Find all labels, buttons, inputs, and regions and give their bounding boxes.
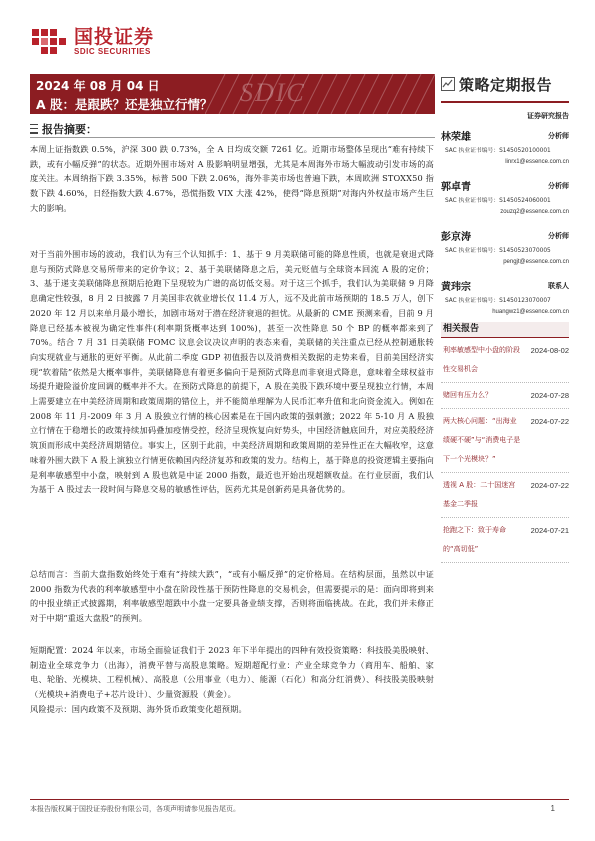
related-report-title[interactable]: 利率敏感型中小盘的阶段性交易机会 [443,346,520,373]
brand-name-cn: 国投证券 [74,26,155,48]
related-report-item[interactable] [441,473,569,518]
related-report-date: 2024-08-02 [530,346,569,355]
analyst-email[interactable]: linrx1@essence.com.cn [505,159,569,165]
analyst-name: 郭卓青 [441,182,471,193]
analyst-card [441,128,569,178]
analyst-cert: SAC 执业证书编号：S1450523070005 [445,248,551,254]
summary-heading-label: 报告摘要： [42,122,97,136]
related-report-title[interactable]: 两大核心问题：“出海业绩硬不硬”与“消费电子是下一个光模块？” [443,417,521,463]
research-label: 证券研究报告 [527,112,569,120]
related-report-title[interactable]: 透视 A 股：二十国迷宫基金二季报 [443,481,516,508]
related-report-date: 2024-07-21 [530,526,569,535]
analyst-name: 林荣雄 [441,132,471,143]
analyst-card [441,228,569,278]
page-number: 1 [550,804,555,813]
chart-icon [441,77,455,91]
logo-icon [30,25,68,59]
analyst-card [441,178,569,228]
footer-disclaimer: 本报告版权属于国投证券股份有限公司，各项声明请参见报告尾页。 [30,805,240,813]
summary-heading [30,120,435,138]
list-icon [30,124,38,134]
report-title: A 股：是跟跌？还是独立行情？ [36,97,213,112]
related-report-item[interactable] [441,409,569,473]
analyst-email[interactable]: pengjt@essence.com.cn [503,259,569,265]
analyst-cert: SAC 执业证书编号：S1450524060001 [445,198,551,204]
analyst-role: 联系人 [548,282,569,290]
related-report-title[interactable]: 赌回有压力么？ [443,391,492,399]
analyst-role: 分析师 [548,232,569,240]
related-reports [441,322,569,563]
related-report-date: 2024-07-22 [530,481,569,490]
summary-paragraph: 对于当前外围市场的波动，我们认为有三个认知抓手：1、基于 9 月美联储可能的降息性质，也就是衰退式降息与预防式降息交易所带来的定价争议；2、基于美联储降息之后，美元贬值与全球资本回流 A 股的定价；3、基于递支美联储降息预期后抢跑下呈现较为广谱的高切低交易。对于这三个抓手，我们认为美联储 9 月降息确定性较强，8 月 2 日披露 7 月美国非农就业增长仅 11.4 万人，远不及此前市场预期的 18.5 万人，创下 2020 年 12 月以来单月最小增长，加剧市场对于潜在经济衰退的担忧。从最新的 CME 预测来看，目前 9 月降息已经基本被视为确定性事件(利率期货概率达到 100%)，甚至一次性降息 50 个 BP 的概率都来到了 70%。结合 7 月 31 日美联储 FOMC 议息会议决议声明的表态来看，美联储的关注重点已经从控制通胀转向实现就业与通胀的更好平衡。从此前二季度 GDP 初值报告以及消费相关数据的走势来看，目前美国经济实现“软着陆”依然是大概率事件，美联储降息有着更多偏向于是预防式降息而非衰退式降息，意味着全球权益市场提升避险溢价度回调的概率并不大。在预防式降息的前提下，A 股在美股下跌环境中要呈现独立行情，本周上需要建立在中美经济周期和政策周期的错位上，并不能简单理解为人民币汇率升值和北向资金流入。例如在 2008 年 11 月-2009 年 3 月 A 股独立行情的核心因素是在于国内政策的强刺激；2022 年 5-10 月 A 股独立行情在于稳增长的政策持续加码叠加疫情受控，经济呈现恢复向好势头，中国经济触底回升，对应美股经济筑顶而形成中美经济周期错位。事实上，区别于此前，中美经济周期和政策周期的差异性正在大幅收窄，这意味着外围大跌下 A 股上演独立行情更依赖国内经济复苏和政策的发力。结构上，基于降息的投资逻辑主要指向是利率敏感型中小盘，映射到 A 股也就是中证 2000 指数，最近也开始出现超额收益。在行业层面，我们认为基于 A 股过去一段时间与降息交易的敏感性评估，医药尤其是创新药是具备优势的。 [30,249,434,495]
analyst-role: 分析师 [548,182,569,190]
footer-divider [30,799,569,800]
analyst-name: 彭京涛 [441,232,471,243]
related-report-title[interactable]: 抢跑之下：致于寿命的“高切低” [443,526,506,553]
title-banner [30,74,435,114]
report-date: 2024 年 08 月 04 日 [36,79,160,93]
header-divider [441,101,569,103]
analyst-role: 分析师 [548,132,569,140]
summary-paragraph: 总结而言：当前大盘指数始终处于难有“持续大跌”，“或有小幅反弹”的定价格局。在结构层面，虽然以中证 2000 指数为代表的利率敏感型中小盘在阶段性基于预防性降息的交易机会，但需要提示的是：面向即将到来的中报业绩正式披露期，利率敏感型超跌中小盘一定要具备业绩支撑，否则将面临挑战。在此，我们并未修正对于中期“重返大盘股”的预判。 [30,569,434,624]
analyst-cert: SAC 执业证书编号：S1450520100001 [445,148,551,154]
summary-paragraph: 本周上证指数跌 0.5%，沪深 300 跌 0.73%，全 A 日均成交额 7261 亿。近期市场整体呈现出“难有持续下跌，或有小幅反弹”的状态。近期外围市场对 A 股影响明显增强，尤其是本周海外市场大幅波动引发市场的高度关注。本周纳指下跌 3.35%，标普 500 下跌 2.06%，海外非美市场也普遍下跌，本周欧洲 STOXX50 指数下跌 4.60%，日经指数大跌 4.67%，恐慌指数 VIX 大涨 42%，使得“降息预期”对海内外权益市场产生巨大的影响。 [30,144,434,213]
analyst-panel [441,128,569,328]
related-report-item[interactable] [441,518,569,563]
analyst-card [441,278,569,328]
analyst-email[interactable]: huangwz1@essence.com.cn [492,309,569,315]
analyst-name: 黄玮宗 [441,282,471,293]
summary-paragraph: 短期配置：2024 年以来，市场全面验证我们于 2023 年下半年提出的四种有效投资策略：科技股美股映射、制造业全球竞争力（出海），消费平替与高股息策略。短期超配行业：产业全球竞争力（商用车、船舶、家电、轮胎、光模块、工程机械）、高股息（公用事业（电力）、能源（石化）和高分红消费）、科技股美股映射（光模块+消费电子+芯片设计）、少量资源股（黄金）。 风险提示：国内政策不及预期、海外货币政策变化超预期。 [30,645,434,714]
report-type-label: 策略定期报告 [459,75,553,94]
analyst-cert: SAC 执业证书编号：S1450123070007 [445,298,551,304]
related-report-date: 2024-07-28 [530,391,569,400]
brand-logo [30,22,154,62]
related-report-date: 2024-07-22 [530,417,569,426]
banner-watermark: SDIC [240,78,306,107]
report-type [441,74,569,94]
analyst-email[interactable]: zouzq2@essence.com.cn [500,209,569,215]
related-report-item[interactable] [441,338,569,383]
related-report-item[interactable] [441,383,569,409]
related-reports-heading: 相关报告 [441,322,569,338]
brand-name-en: SDIC SECURITIES [74,47,151,56]
